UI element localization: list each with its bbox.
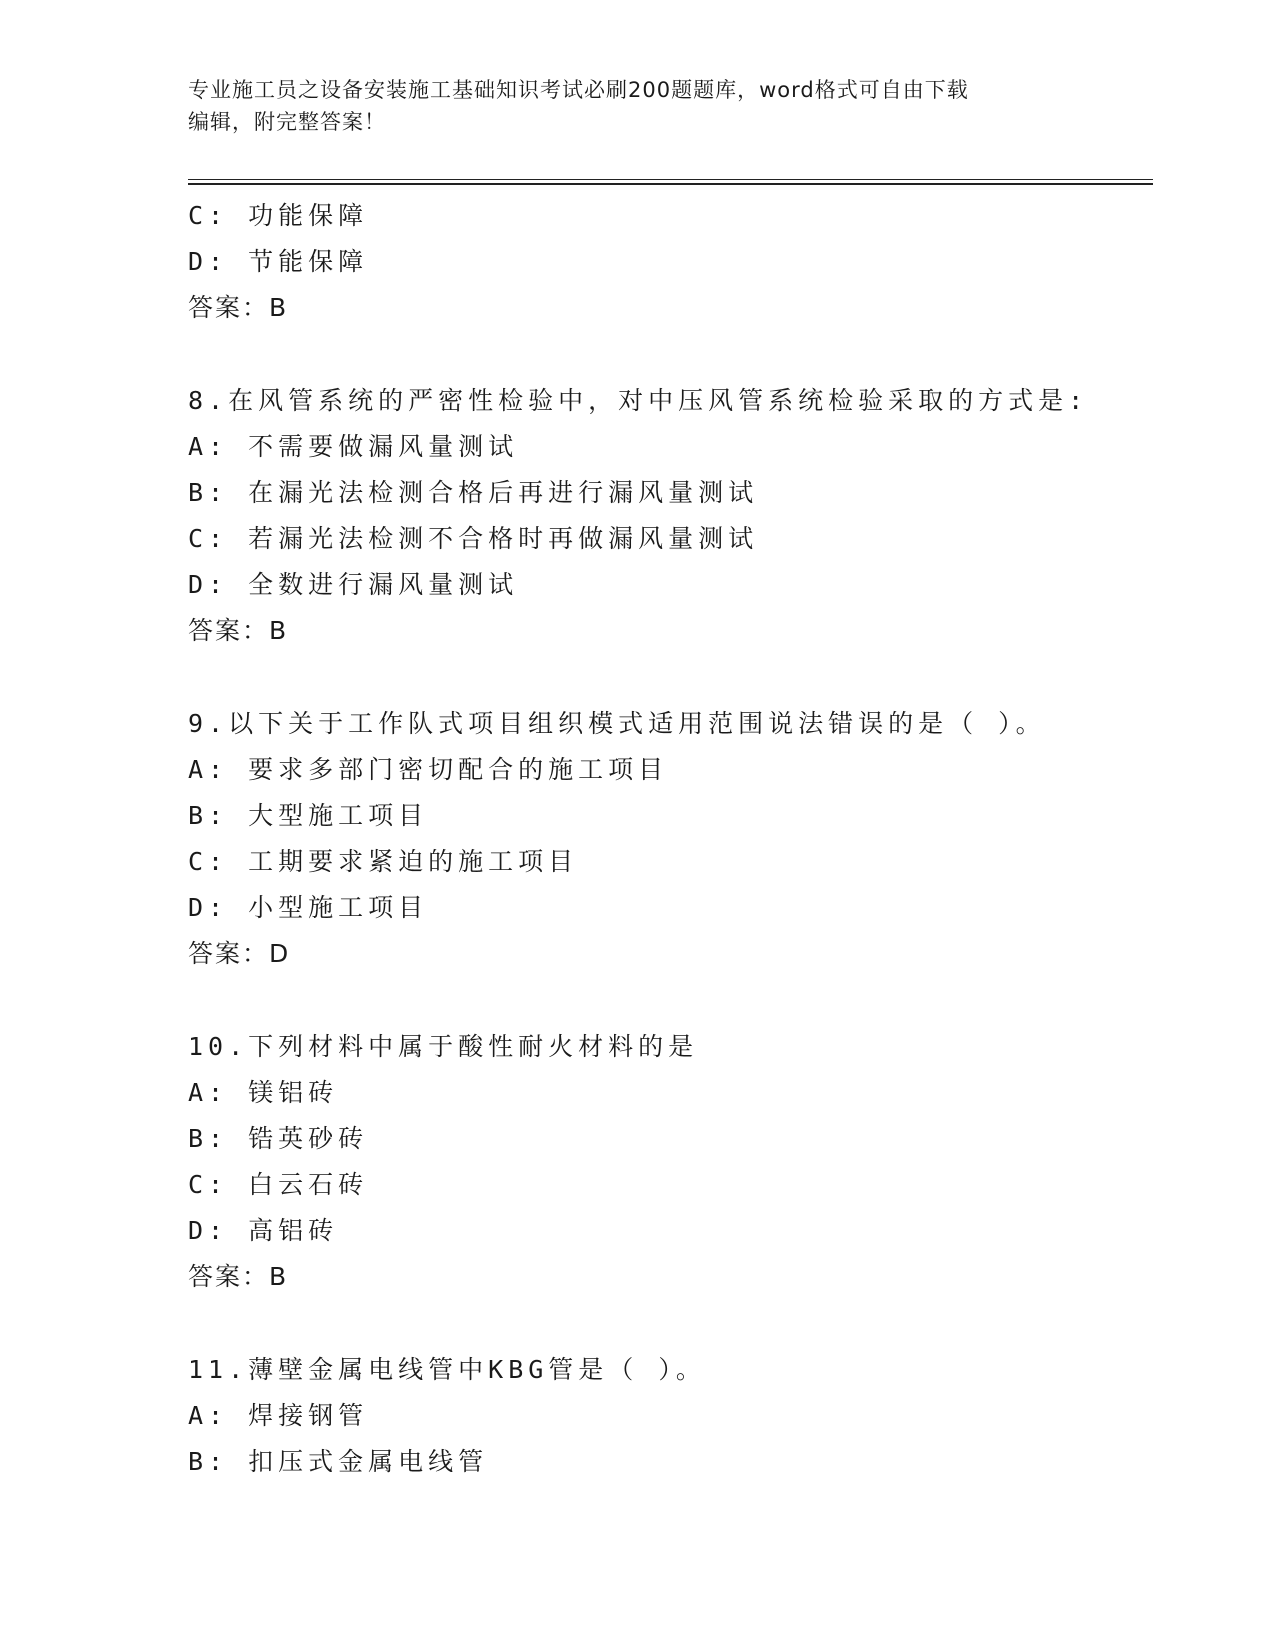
- option-d: D: 节能保障: [188, 247, 369, 276]
- option-b: B: 锆英砂砖: [188, 1124, 369, 1153]
- spacer: [188, 977, 1153, 1024]
- answer-line: 答案：D: [188, 939, 291, 968]
- option-c: C: 白云石砖: [188, 1170, 369, 1199]
- option-c: C: 工期要求紧迫的施工项目: [188, 847, 579, 876]
- spacer: [188, 1300, 1153, 1347]
- document-header: [188, 74, 1068, 138]
- question-text: 11.薄壁金属电线管中KBG管是（ ）。: [188, 1355, 706, 1384]
- question-text: 10.下列材料中属于酸性耐火材料的是: [188, 1032, 699, 1061]
- question-text: 9.以下关于工作队式项目组织模式适用范围说法错误的是（ ）。: [188, 709, 1046, 738]
- option-a: A: 焊接钢管: [188, 1401, 369, 1430]
- question-block-9: [188, 701, 1153, 977]
- header-rule-thin: [188, 179, 1153, 180]
- option-b: B: 大型施工项目: [188, 801, 429, 830]
- question-block-7: [188, 193, 1153, 331]
- option-b: B: 扣压式金属电线管: [188, 1447, 489, 1476]
- option-a: A: 要求多部门密切配合的施工项目: [188, 755, 669, 784]
- option-a: A: 不需要做漏风量测试: [188, 432, 519, 461]
- header-rule-thick: [188, 183, 1153, 185]
- option-d: D: 高铝砖: [188, 1216, 339, 1245]
- document-body: [188, 193, 1153, 1485]
- spacer: [188, 331, 1153, 378]
- question-block-11: [188, 1347, 1153, 1485]
- option-c: C: 功能保障: [188, 201, 369, 230]
- option-c: C: 若漏光法检测不合格时再做漏风量测试: [188, 524, 759, 553]
- header-line-2: 编辑，附完整答案！: [188, 110, 386, 134]
- option-b: B: 在漏光法检测合格后再进行漏风量测试: [188, 478, 759, 507]
- spacer: [188, 654, 1153, 701]
- option-d: D: 小型施工项目: [188, 893, 429, 922]
- option-a: A: 镁铝砖: [188, 1078, 339, 1107]
- answer-line: 答案：B: [188, 1262, 289, 1291]
- header-line-1: 专业施工员之设备安装施工基础知识考试必刷200题题库，word格式可自由下载: [188, 78, 969, 102]
- answer-line: 答案：B: [188, 616, 289, 645]
- answer-line: 答案：B: [188, 293, 289, 322]
- option-d: D: 全数进行漏风量测试: [188, 570, 519, 599]
- question-text: 8.在风管系统的严密性检验中，对中压风管系统检验采取的方式是:: [188, 386, 1089, 415]
- question-block-8: [188, 378, 1153, 654]
- question-block-10: [188, 1024, 1153, 1300]
